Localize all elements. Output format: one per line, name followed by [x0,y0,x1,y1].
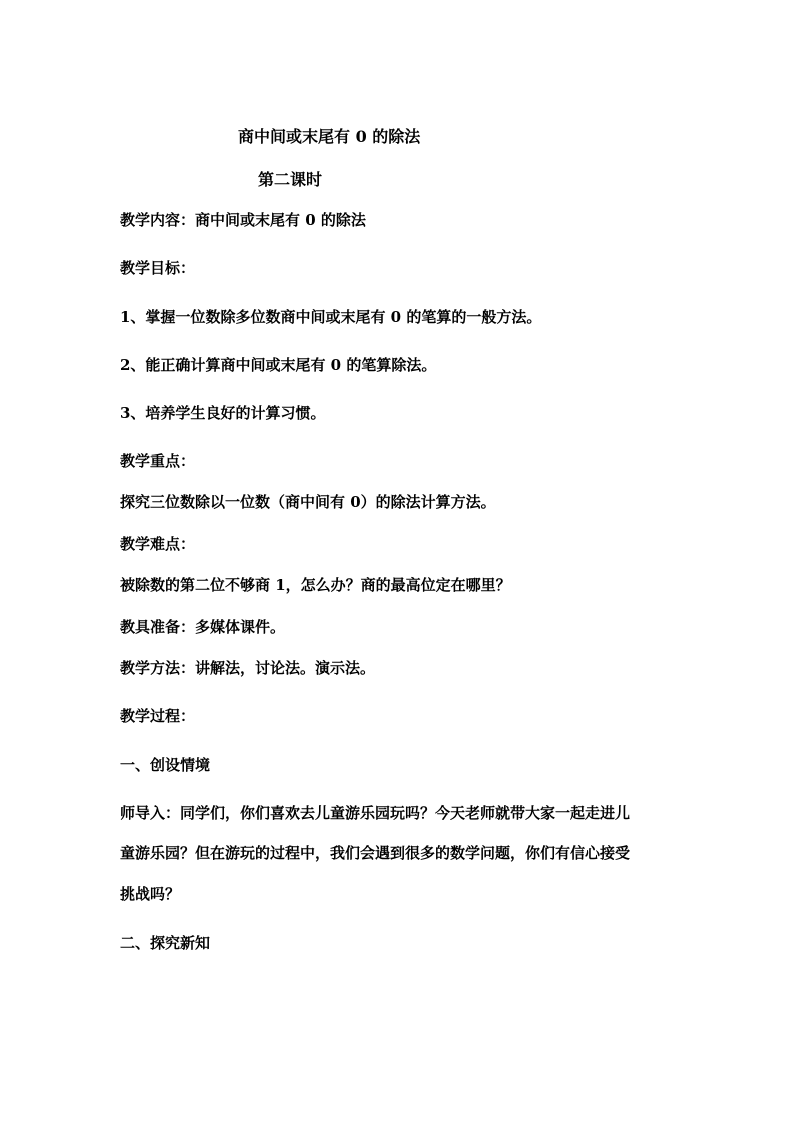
document-subtitle: 第二课时 [258,170,323,189]
teaching-process-heading: 教学过程： [120,707,196,725]
teaching-aids: 教具准备：多媒体课件。 [120,618,286,636]
key-point-text: 探究三位数除以一位数（商中间有 0）的除法计算方法。 [120,493,496,511]
intro-paragraph-line-3: 挑战吗？ [120,885,181,903]
key-point-heading: 教学重点： [120,452,196,470]
goal-3: 3、培养学生良好的计算习惯。 [120,404,326,422]
goal-1: 1、掌握一位数除多位数商中间或末尾有 0 的笔算的一般方法。 [120,308,542,326]
section-2-heading: 二、探究新知 [120,934,211,952]
teaching-methods: 教学方法：讲解法，讨论法。演示法。 [120,659,376,677]
teaching-goals-heading: 教学目标： [120,259,196,277]
intro-paragraph-line-2: 童游乐园？但在游玩的过程中，我们会遇到很多的数学问题，你们有信心接受 [120,844,631,862]
section-1-heading: 一、创设情境 [120,756,211,774]
difficulty-heading: 教学难点： [120,535,196,553]
teaching-content: 教学内容：商中间或末尾有 0 的除法 [120,211,366,229]
document-title: 商中间或末尾有 0 的除法 [238,127,421,146]
difficulty-text: 被除数的第二位不够商 1，怎么办？商的最高位定在哪里？ [120,576,511,594]
goal-2: 2、能正确计算商中间或末尾有 0 的笔算除法。 [120,356,437,374]
intro-paragraph-line-1: 师导入：同学们，你们喜欢去儿童游乐园玩吗？今天老师就带大家一起走进儿 [120,804,631,822]
